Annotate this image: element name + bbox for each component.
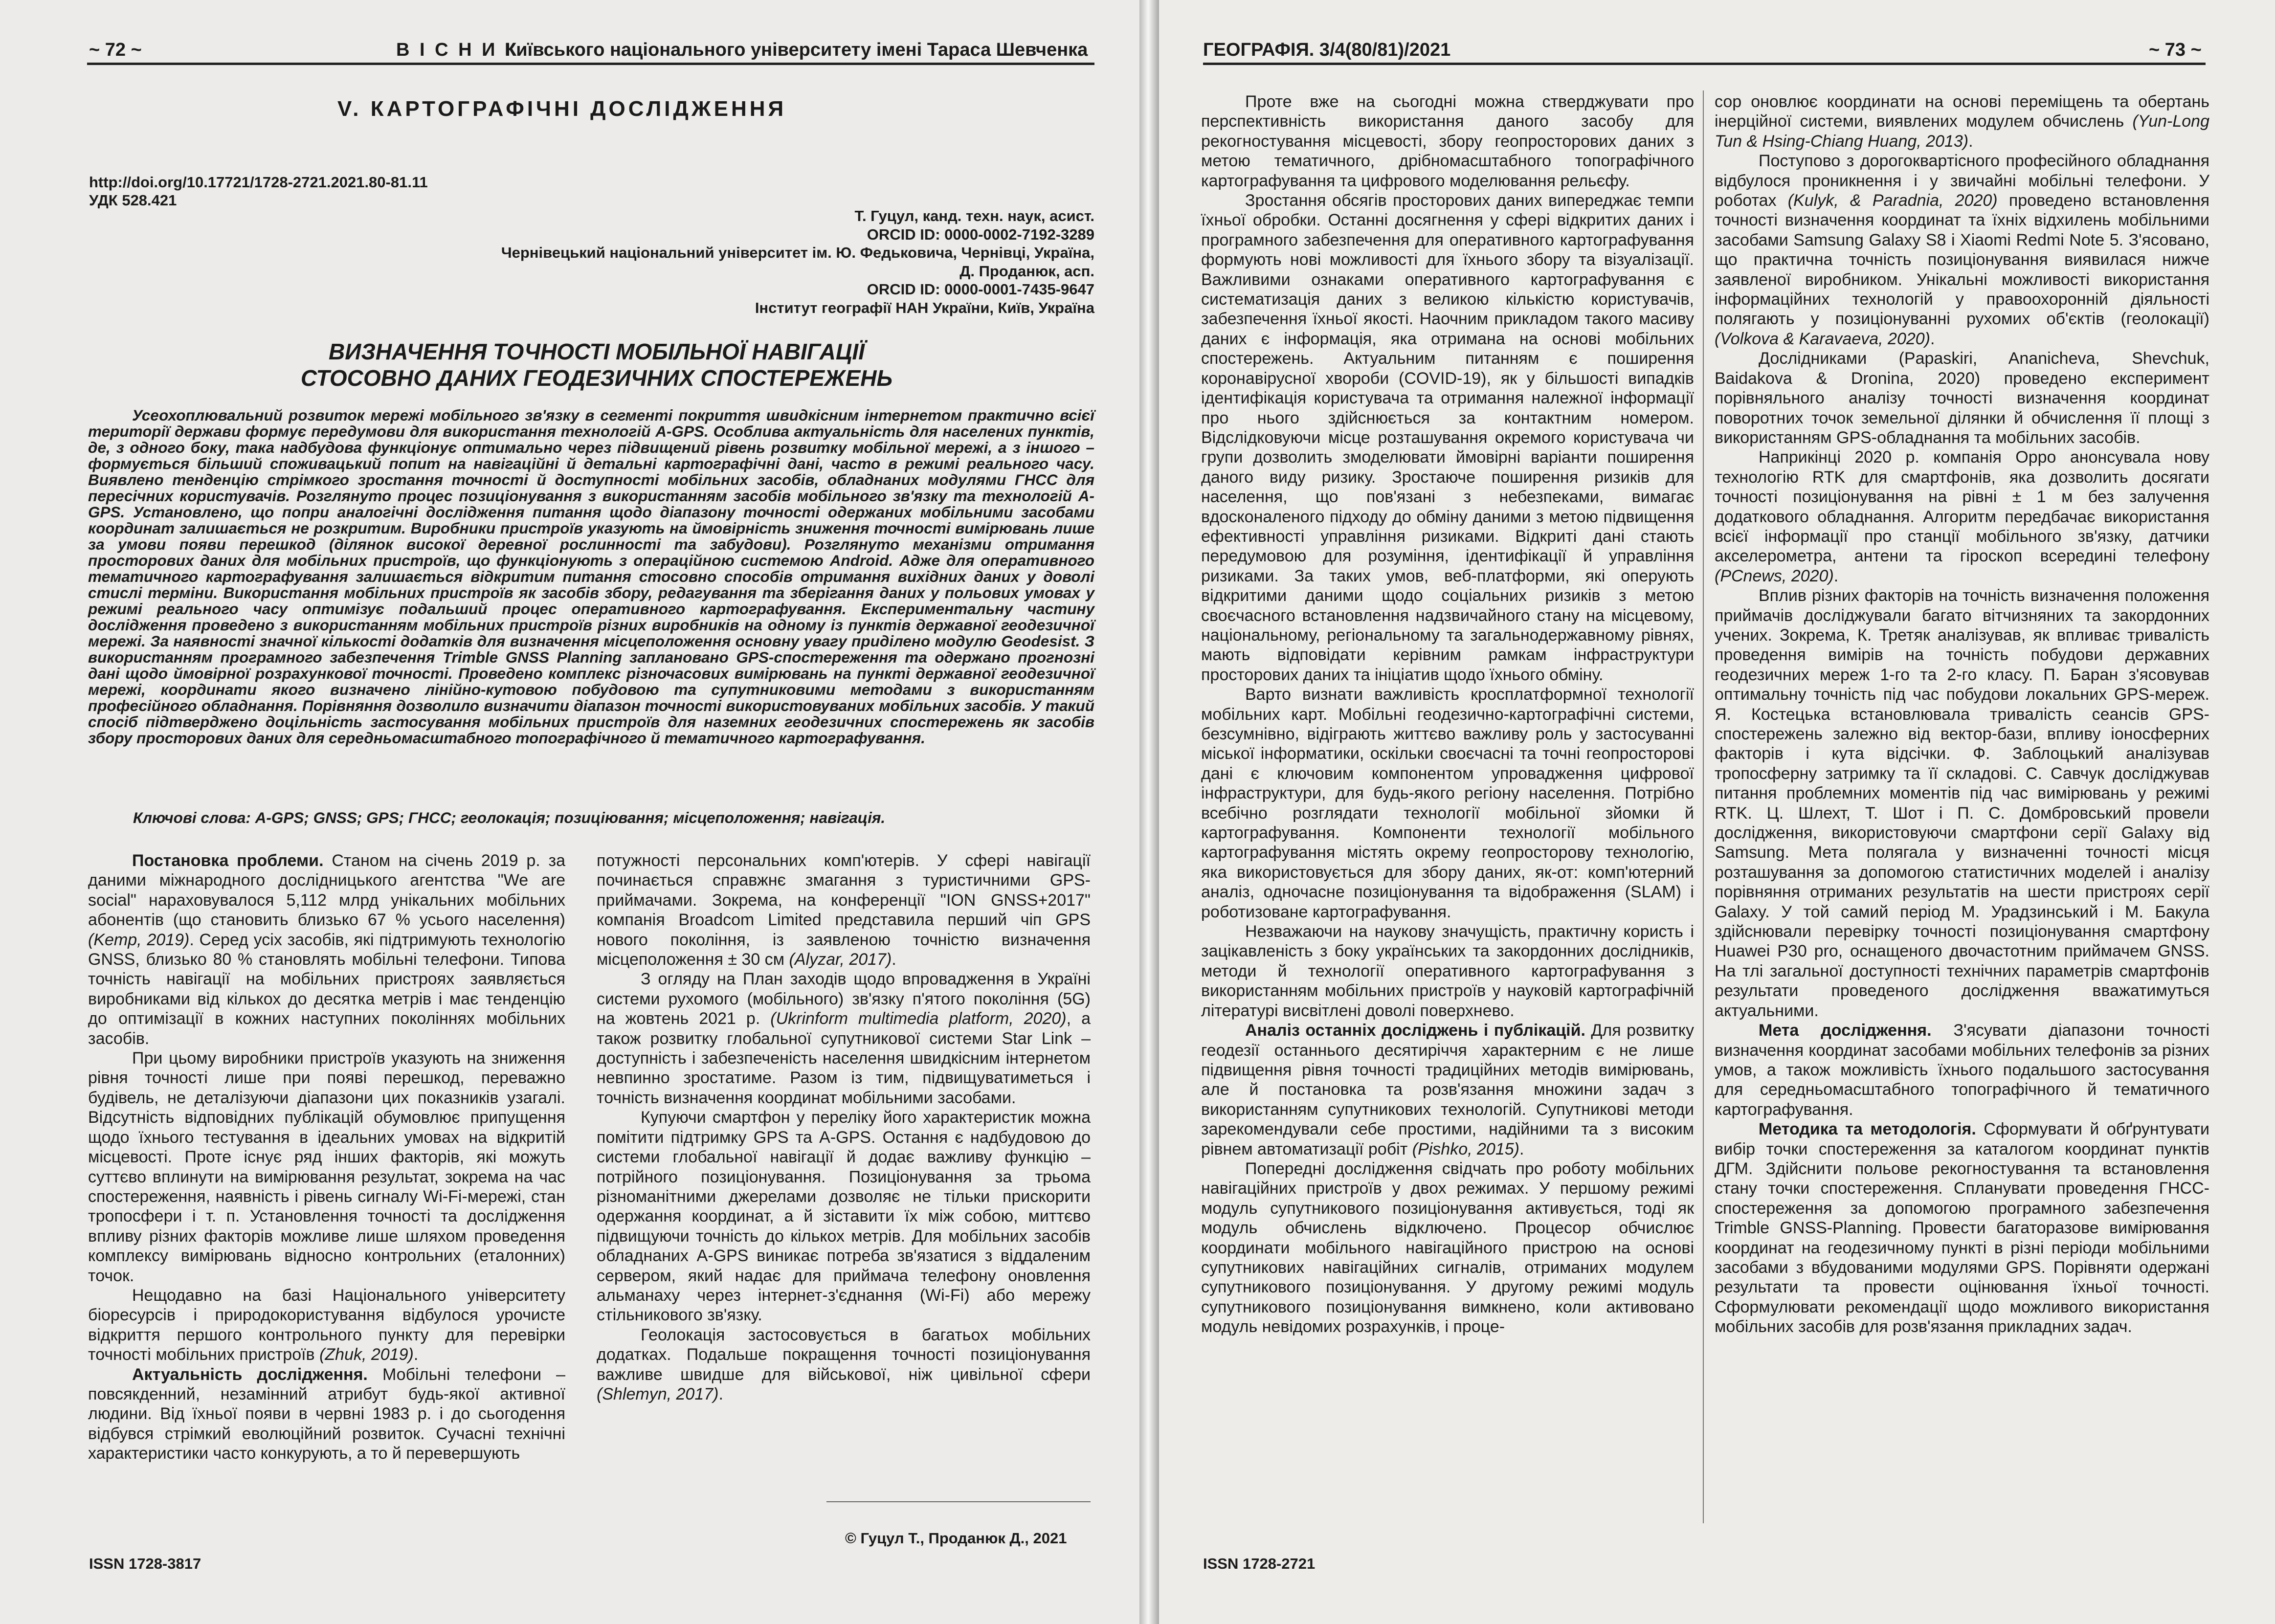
right-col-1	[1201, 92, 1694, 1337]
paragraph-text: Поступово з дорогоквартісного професійного обладнання відбулося проникнення і у звичайні мобільні телефони. У роботах	[1715, 152, 2209, 210]
citation: (Zhuk, 2019)	[319, 1345, 414, 1364]
issn: ISSN 1728-2721	[1203, 1555, 1316, 1572]
column-divider	[1703, 90, 1704, 1523]
paragraph-text: Попередні дослідження свідчать про роботу мобільних навігаційних пристроїв у двох режимах. У першому режимі модуль супутникового позиціонування активується, тоді як модуль обчислень відключено. Процесор обчислює координати мобільного навігаційного пристрою на основі супутникових навігаційних сигналів, отриманих модулем супутникового позиціонування. У другому режимі модуль супутникового позиціонування вимкнено, коли активовано модуль невідомих розрахунків, і проце-	[1201, 1159, 1694, 1336]
right-col-2	[1715, 92, 2209, 1337]
right-page	[1159, 0, 2275, 1624]
paragraph-text: Зростання обсягів просторових даних випереджає темпи їхньої обробки. Останні досягнення у сфері відкритих даних і програмного забезпечення для оперативного картографування формують нові можливості для їхнього збору та візуалізації. Важливими ознаками оперативного картографування є систематизація даних з великою кількістю користувачів, забезпечення їхньої якості. Наочним прикладом такого масиву даних є інформація, яка отримана на основі мобільних спостережень. Актуальним питанням є поширення коронавірусної хвороби (COVID-19), як у більшості випадків ідентифікація користувача та отримання належної інформації про нього здійснюється за контактним номером. Відслідковуючи місце розташування окремого користувача чи групи дозволить змоделювати ймовірні варіанти поширення даного виду ризику. Зростаюче поширення ризиків для населення, що пов'язані з небезпеками, вимагає вдосконаленого підходу до обміну даними з метою підвищення ефективності управління ризиками. Відкриті дані стають передумовою для розуміння, ідентифікації й управління ризиками. За таких умов, веб-платформи, які оперують відкритими даними щодо соціальних ризиків з метою своєчасного встановлення надзвичайного стану на місцевому, національному, регіональному та загальнодержавному рівнях, мають відповідати керівним рамкам інфраструктури просторових даних та ініціатив щодо їхнього обміну.	[1201, 191, 1694, 684]
header-rule	[1203, 63, 2206, 65]
citation: (Alyzar, 2017)	[789, 950, 892, 969]
left-col-2	[597, 851, 1091, 1404]
paragraph-text: При цьому виробники пристроїв указують на зниження рівня точності лише при появі перешкод, переважно будівель, не деталізуючи діапазони цих показників узагалі. Відсутність відповідних публікацій обумовлює припущення щодо їхнього тестування в ідеальних умовах на відкритій місцевості. Проте існує ряд інших факторів, які можуть суттєво вплинути на вимірювання результат, зокрема на час спостереження, наявність і рівень сигналу Wi-Fi-мережі, стан тропосфери і т. п. Установлення точності та дослідження впливу різних факторів можливе лише шляхом проведення комплексу вимірювань відносно контрольних (еталонних) точок.	[88, 1049, 565, 1285]
author-line: Т. Гуцул, канд. техн. наук, асист.	[854, 207, 1094, 224]
author-line: Д. Проданюк, асп.	[959, 262, 1094, 280]
paragraph-text: Сформувати й обґрунтувати вибір точки спостереження за каталогом координат пунктів ДГМ. Здійснити польове рекогностування та встановлення стану точки спостереження. Спланувати проведення ГНСС-спостереження за допомогою програмного забезпечення Trimble GNSS-Planning. Провести багаторазове вимірювання координат на геодезичному пункті в різні періоди мобільними засобами з вбудованими модулями GPS. Порівняти одержані результати та провести оцінювання їхньої точності. Сформулювати рекомендації щодо можливого використання мобільних засобів для розв'язання прикладних задач.	[1715, 1120, 2209, 1336]
paragraph-text: .	[413, 1345, 419, 1364]
paragraph-text: Незважаючи на наукову значущість, практичну користь і зацікавленість з боку українських та закордонних дослідників, методи й технології оперативного картографування з використанням мобільних пристроїв у науковій картографічній літературі висвітлені доволі поверхнево.	[1201, 922, 1694, 1020]
author-line: Чернівецький національний університет ім. Ю. Федьковича, Чернівці, Україна,	[501, 244, 1094, 261]
paragraph-text: Дослідниками (Papaskiri, Ananicheva, Shevchuk, Baidakova & Dronina, 2020) проведено експеримент порівняльного аналізу точності визначення координат поворотних точок земельної ділянки й обчислення її площі з використанням GPS-обладнання та мобільних засобів.	[1715, 349, 2209, 447]
section-heading: Постановка проблеми.	[132, 851, 324, 870]
section-heading: Актуальність дослідження.	[132, 1365, 368, 1384]
authors-block	[361, 207, 1094, 317]
paragraph-text: Вплив різних факторів на точність визначення положення приймачів досліджували багато вітчизняних та закордонних учених. Зокрема, К. Третяк аналізував, як впливає тривалість проведення вимірів на точність побудови державних геодезичних мереж 1-го та 2-го класу. П. Баран з'ясовував оптимальну точність під час побудови локальних GPS-мереж. Я. Костецька встановлювала тривалість сеансів GPS-спостережень залежно від вектор-бази, впливу іоносферних факторів і кута відсічки. Ф. Заблоцький аналізував тропосферну затримку та її складові. С. Савчук досліджував питання проблемних моментів під час вимірювань у режимі RTK. Ц. Шлехт, Т. Шот і П. С. Домбровський провели дослідження, використовуючи смартфони серії Galaxy від Samsung. Мета полягала у визначенні точності місця розташування за допомогою статистичних моделей і аналізу порівняння отриманих результатів на шести пристроях серії Galaxy. У той самий період М. Урадзинський і М. Бакула здійснювали перевірку точності позиціонування смартфону Huawei P30 pro, оснащеного двочастотним приймачем GNSS. На тлі загальної доступності технічних параметрів смартфонів результати проведеного дослідження вважатимуться актуальними.	[1715, 586, 2209, 1020]
paragraph-text: сор оновлює координати на основі переміщень та обертань інерційної системи, виявлених модулем обчислень	[1715, 92, 2209, 131]
section-heading: Аналіз останніх досліджень і публікацій.	[1245, 1021, 1585, 1040]
paragraph-text: .	[1519, 1139, 1524, 1158]
citation: (PCnews, 2020)	[1715, 566, 1834, 585]
book-gutter	[1139, 0, 1159, 1624]
journal-title: Київського національного університету імені Тараса Шевченка	[505, 40, 1088, 60]
author-line: ORCID ID: 0000-0001-7435-9647	[867, 281, 1094, 298]
title-line: ВИЗНАЧЕННЯ ТОЧНОСТІ МОБІЛЬНОЇ НАВІГАЦІЇ	[329, 339, 865, 364]
citation: (Yun-Long Tun & Hsing-Chiang Huang, 2013)	[1715, 112, 2209, 151]
abstract: Усеохоплювальний розвиток мережі мобільного зв'язку в сегменті покриття швидкісним інтернетом практично всієї території держави формує передумови для використання технологій A-GPS. Особлива актуальність для населених пунктів, де, з одного боку, така надбудова функціонує оптимально через підвищений рівень розвитку мобільної мережі, а з іншого – формується більший споживацький попит на навігаційні й детальні картографічні дані, часто в режимі реального часу. Виявлено тенденцію стрімкого зростання точності й доступності мобільних засобів, обладнаних модулями ГНСС для пересічних користувачів. Розглянуто процес позиціонування з використанням засобів мобільного зв'язку та технологій A-GPS. Установлено, що попри аналогічні дослідження питання щодо діапазону точності одержаних мобільними засобами координат залишається не розкритим. Виробники пристроїв указують на ймовірність зниження точності вимірювань лише за умови появи перешкод (ділянок високої деревної рослинності та забудови). Розглянуто механізми отримання просторових даних для мобільних пристроїв, що функціонують з операційною системою Android. Адже для оперативного тематичного картографування залишається відкритим питання стосовно способів отримання вихідних даних у доволі стислі терміни. Використання мобільних пристроїв як засобів збору, редагування та зберігання даних у польових умовах у режимі реального часу оптимізує подальший процес оперативного картографування. Експериментальну частину дослідження проведено з використанням мобільних пристроїв різних виробників на одному із пунктів державної геодезичної мережі. За наявності значної кількості додатків для визначення місцеположення основну увагу приділено модулю Geodesist. З використанням програмного забезпечення Trimble GNSS Planning заплановано GPS-спостереження та одержано прогнозні дані щодо ймовірної розрахункової точності. Проведено комплекс різночасових вимірювань на пункті державної геодезичної мережі, координати якого визначено лінійно-кутовою побудовою та супутниковими методами з використанням професійного обладнання. Порівняння дозволило визначити діапазон точності використовуваних мобільних засобів. У такий спосіб підтверджено доцільність застосування мобільних пристроїв для наземних геодезичних спостережень як засобів збору просторових даних для середньомасштабного топографічного й тематичного картографування.	[88, 406, 1094, 747]
paragraph-text: Станом на січень 2019 р. за даними міжнародного дослідницького агентства "We are social" нараховувалося 5,112 млрд унікальних мобільних абонентів (що становить близько 67 % усього населення)	[88, 851, 566, 930]
section-heading: Мета дослідження.	[1759, 1021, 1932, 1040]
citation: (Ukrinform multimedia platform, 2020)	[770, 1009, 1067, 1028]
paragraph-text: Варто визнати важливість кросплатформної технології мобільних карт. Мобільні геодезично-картографічні системи, безсумнівно, відіграють життєво важливу роль у застосуванні міської інформатики, оскільки своєчасні та точні геопросторові дані є ключовим компонентом упровадження цифрової інфраструктури, для будь-якого регіону населення. Потрібно всебічно розглядати технології мобільної зйомки й картографування. Компоненти технології мобільного картографування містять окрему геопросторову технологію, яка використовується для збору даних, як-от: комп'ютерний аналіз, одночасне позиціонування та відображення (SLAM) і роботизоване картографування.	[1201, 685, 1694, 921]
citation: (Volkova & Karavaeva, 2020)	[1715, 329, 1930, 348]
journal-prefix: В І С Н И К	[396, 40, 519, 60]
paragraph-text: Для розвитку геодезії останнього десятиріччя характерним є не лише підвищення рівня точності традиційних методів вимірювань, але й постановка та розв'язання множини задач з використанням супутникових технологій. Супутникові методи зарекомендували себе простими, надійними та з високим рівнем автоматизації робіт	[1201, 1021, 1694, 1158]
citation: (Kulyk, & Paradnia, 2020)	[1787, 191, 1998, 210]
paragraph-text: проведено встановлення точності визначення координат та їхніх відхилень мобільними засобами Samsung Galaxy S8 і Xiaomi Redmi Note 5. З'ясовано, що практична точність позиціонування виявилася нижче заявленої виробником. Унікальні можливості використання інформаційних технологій у правоохоронній діяльності полягають у позиціонуванні рухомих об'єктів (геолокації)	[1715, 191, 2210, 329]
paragraph-text: потужності персональних комп'ютерів. У сфері навігації починається справжнє змагання з туристичними GPS-приймачами. Зокрема, на конференції "ION GNSS+2017" компанія Broadcom Limited представила перший чіп GPS нового покоління, із заявленою точністю визначення місцеположення ± 30 см	[597, 851, 1091, 969]
keywords: Ключові слова: A-GPS; GNSS; GPS; ГНСС; геолокація; позиціювання; місцеположення; навігація.	[133, 809, 886, 826]
right-page-number: ~ 73 ~	[2149, 40, 2202, 60]
paragraph-text: З огляду на План заходів щодо впровадження в Україні системи рухомого (мобільного) зв'язку п'ятого покоління (5G) на жовтень 2021 р.	[597, 970, 1091, 1028]
paragraph-text: Мобільні телефони – повсякденний, незамінний атрибут будь-якої активної людини. Від їхньої появи в червні 1983 р. і до сьогодення відбувся стрімкий еволюційний розвиток. Сучасні технічні характеристики часто конкурують, а то й перевершують	[88, 1365, 565, 1463]
issn: ISSN 1728-3817	[89, 1555, 201, 1572]
paragraph-text: .	[892, 950, 896, 969]
paragraph-text: Наприкінці 2020 р. компанія Oppo анонсувала нову технологію RTK для смартфонів, яка дозволить досягати точності позиціонування на рівні ± 1 м без залучення додаткового обладнання. Алгоритм передбачає використання всієї інформації про станції мобільного зв'язку, датчики акселерометра, антени та гіроскоп всередині телефону	[1715, 448, 2209, 566]
copyright-rule	[826, 1501, 1091, 1502]
paragraph-text: Геолокація застосовується в багатьох мобільних додатках. Подальше покращення точності позиціонування важливе швидше для військової, ніж цивільної сфери	[597, 1325, 1091, 1384]
section-title: V. КАРТОГРАФІЧНІ ДОСЛІДЖЕННЯ	[337, 97, 787, 121]
article-title	[215, 338, 978, 391]
author-line: ORCID ID: 0000-0002-7192-3289	[867, 225, 1094, 243]
header-rule	[87, 63, 1094, 65]
paragraph-text: Проте вже на сьогодні можна стверджувати про перспективність використання даного засобу для рекогностування місцевості, збору геопросторових даних з метою тематичного, дрібномасштабного топографічного картографування та цифрового моделювання рельєфу.	[1201, 92, 1694, 190]
paragraph-text: .	[1968, 132, 1973, 151]
citation: (Pishko, 2015)	[1412, 1139, 1519, 1158]
paragraph-text: . Серед усіх засобів, які підтримують технологію GNSS, близько 80 % становлять мобільні телефони. Типова точність навігації на мобільних пристроях заявляється виробниками від кількох до десятка метрів і має тенденцію до оптимізації в кожних наступних поколіннях мобільних засобів.	[88, 930, 565, 1048]
paragraph-text: .	[1833, 566, 1839, 585]
citation: (Kemp, 2019)	[88, 930, 190, 949]
section-heading: Методика та методологія.	[1759, 1120, 1976, 1139]
paragraph-text: Нещодавно на базі Національного університету біоресурсів і природокористування відбулося урочисте відкриття першого контрольного пункту для перевірки точності мобільних пристроїв	[88, 1286, 565, 1364]
journal-section: ГЕОГРАФІЯ. 3/4(80/81)/2021	[1203, 40, 1451, 60]
paragraph-text: .	[1930, 329, 1935, 348]
title-line: СТОСОВНО ДАНИХ ГЕОДЕЗИЧНИХ СПОСТЕРЕЖЕНЬ	[300, 365, 893, 391]
left-col-1	[88, 851, 565, 1464]
doi-link[interactable]: http://doi.org/10.17721/1728-2721.2021.80-81.11	[89, 174, 428, 191]
author-line: Інститут географії НАН України, Київ, Україна	[755, 299, 1094, 316]
paragraph-text: З'ясувати діапазони точності визначення координат засобами мобільних телефонів за різних умов, а також можливість їхнього подальшого застосування для середньомасштабного топографічного й тематичного картографування.	[1715, 1021, 2210, 1119]
paragraph-text: Купуючи смартфон у переліку його характеристик можна помітити підтримку GPS та A-GPS. Остання є надбудовою до системи глобальної навігації й додає важливу функцію – потрійного позиціонування. Позиціонування за трьома різноманітними джерелами дозволяє не тільки прискорити одержання координат, а й зіставити їх між собою, миттєво підвищуючи точність до кількох метрів. Для мобільних засобів обладнаних A-GPS виникає потреба зв'язатися з віддаленим сервером, який надає для приймача телефону оновлення альманаху через інтернет-з'єднання (Wi-Fi) або мережу стільникового зв'язку.	[597, 1108, 1091, 1325]
copyright: © Гуцул Т., Проданюк Д., 2021	[845, 1530, 1067, 1547]
citation: (Shlemyn, 2017)	[597, 1384, 719, 1403]
paragraph-text: , а також розвитку глобальної супутникової системи Star Link – доступність і забезпеченість населення швидкісним інтернетом невпинно зростатиме. Разом із тим, підвищуватиметься і точність визначення координат мобільними засобами.	[597, 1009, 1091, 1107]
left-page-number: ~ 72 ~	[89, 40, 142, 60]
paragraph-text: .	[718, 1384, 723, 1403]
udc-code: УДК 528.421	[89, 192, 177, 209]
